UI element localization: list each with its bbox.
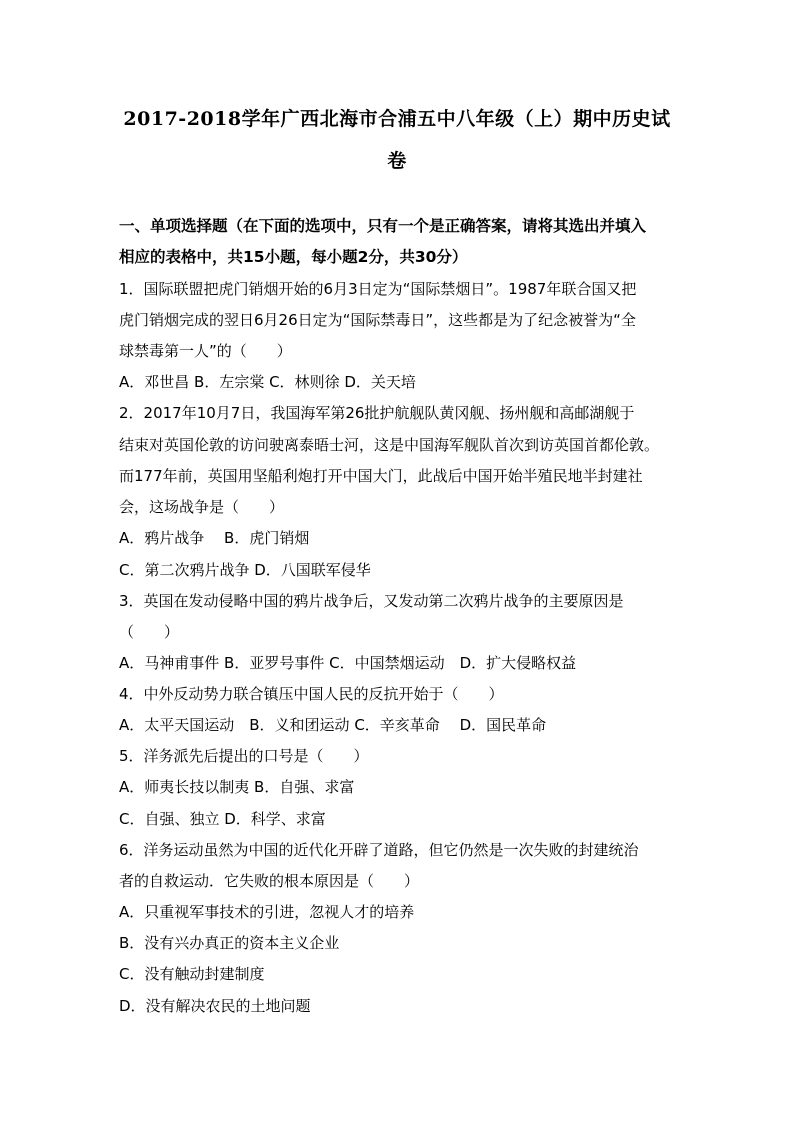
- question-6-option-c: C．没有触动封建制度: [119, 965, 265, 983]
- question-5-options-row2: C．自强、独立 D．科学、求富: [119, 810, 326, 828]
- question-2-options-row2: C．第二次鸦片战争 D．八国联军侵华: [119, 561, 371, 579]
- question-4-options: A．太平天国运动 B．义和团运动 C．辛亥革命 D．国民革命: [119, 716, 547, 734]
- exam-title-line2: 卷: [387, 150, 407, 172]
- question-3-options: A．马神甫事件 B．亚罗号事件 C．中国禁烟运动 D．扩大侵略权益: [119, 654, 577, 672]
- question-6-line2: 者的自救运动．它失败的根本原因是（ ）: [119, 872, 420, 890]
- question-6-option-d: D．没有解决农民的土地问题: [119, 997, 311, 1015]
- exam-title-line1: 2017-2018学年广西北海市合浦五中八年级（上）期中历史试: [123, 108, 671, 130]
- question-2-line1: 2．2017年10月7日，我国海军第26批护航舰队黄冈舰、扬州舰和高邮湖舰于: [119, 404, 635, 422]
- question-6-line1: 6．洋务运动虽然为中国的近代化开辟了道路，但它仍然是一次失败的封建统治: [119, 841, 639, 859]
- question-1-line2: 虎门销烟完成的翌日6月26日定为“国际禁毒日”，这些都是为了纪念被誉为“全: [119, 311, 636, 329]
- section1-heading-line2: 相应的表格中，共15小题，每小题2分，共30分）: [119, 248, 468, 266]
- question-6-option-b: B．没有兴办真正的资本主义企业: [119, 934, 340, 952]
- question-6-option-a: A．只重视军事技术的引进，忽视人才的培养: [119, 903, 415, 921]
- question-5-options-row1: A．师夷长技以制夷 B．自强、求富: [119, 778, 355, 796]
- question-2-line2: 结束对英国伦敦的访问驶离泰晤士河，这是中国海军舰队首次到访英国首都伦敦。: [119, 436, 660, 454]
- question-5-line1: 5．洋务派先后提出的口号是（ ）: [119, 747, 369, 765]
- section1-heading-line1: 一、单项选择题（在下面的选项中，只有一个是正确答案，请将其选出并填入: [119, 217, 647, 235]
- question-3-line1: 3．英国在发动侵略中国的鸦片战争后，又发动第二次鸦片战争的主要原因是: [119, 592, 624, 610]
- question-2-line4: 会，这场战争是（ ）: [119, 498, 285, 516]
- question-1-line3: 球禁毒第一人”的（ ）: [119, 342, 292, 360]
- question-1-options: A．邓世昌 B．左宗棠 C．林则徐 D．关天培: [119, 373, 416, 391]
- question-1-line1: 1．国际联盟把虎门销烟开始的6月3日定为“国际禁烟日”。1987年联合国又把: [119, 280, 637, 298]
- question-4-line1: 4．中外反动势力联合镇压中国人民的反抗开始于（ ）: [119, 685, 504, 703]
- question-2-line3: 而177年前，英国用坚船利炮打开中国大门，此战后中国开始半殖民地半封建社: [119, 467, 643, 485]
- question-2-options-row1: A．鸦片战争 B．虎门销烟: [119, 529, 310, 547]
- question-3-line2: （ ）: [119, 623, 180, 641]
